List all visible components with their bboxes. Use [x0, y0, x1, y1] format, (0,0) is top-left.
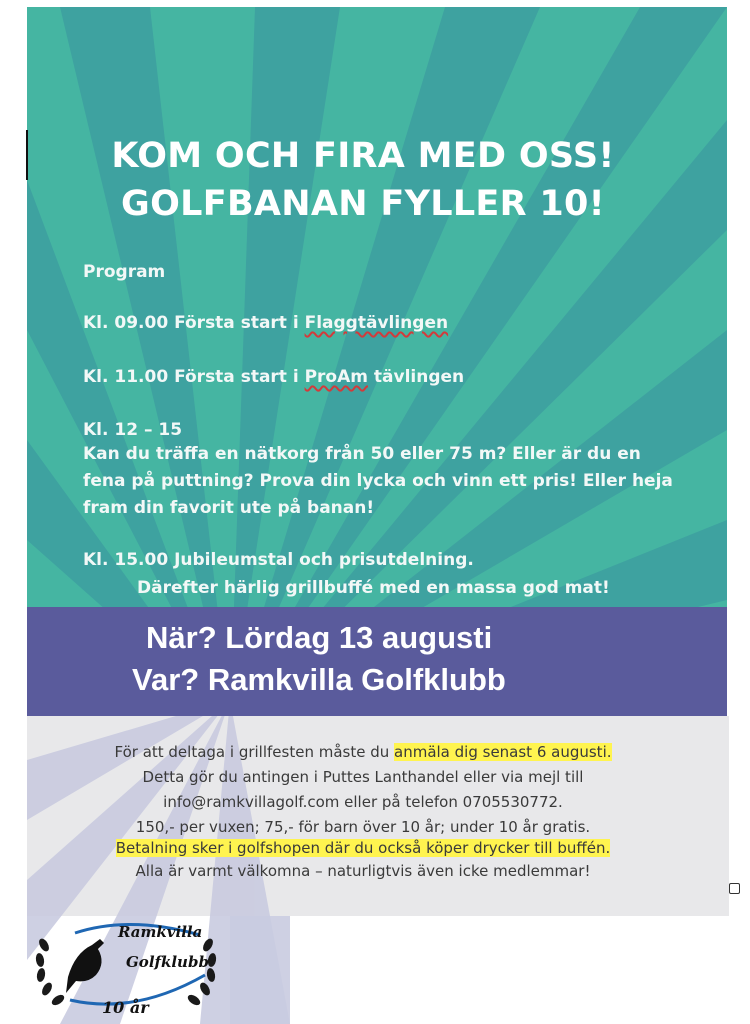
registration-deadline-highlight: anmäla dig senast 6 augusti. [394, 743, 612, 761]
logo-anniversary: 10 år [102, 998, 149, 1017]
program-item-4-followup: Därefter härlig grillbuffé med en massa god mat! [137, 578, 610, 598]
club-logo [30, 905, 230, 1020]
logo-name-line-1: Ramkvilla [118, 923, 203, 941]
event-date: När? Lördag 13 augusti [146, 620, 493, 655]
program-item-1 [83, 313, 448, 333]
program-item-4 [83, 550, 474, 570]
headline-line-2: GOLFBANAN FYLLER 10! [121, 184, 605, 224]
info-line-1-text: För att deltaga i grillfesten måste du [114, 743, 395, 761]
event-location: Var? Ramkvilla Golfklubb [132, 662, 506, 697]
laurel-wreath-icon [35, 937, 217, 1007]
info-line-1 [30, 743, 696, 761]
resize-handle[interactable] [729, 883, 740, 894]
program-item-1-text: Första start i [174, 313, 305, 333]
logo-name-line-2: Golfklubb [126, 953, 209, 971]
program-item-2 [83, 367, 464, 387]
program-item-4-time: Kl. 15.00 [83, 550, 169, 570]
info-line-3: info@ramkvillagolf.com eller på telefon 0705530772. [163, 793, 563, 811]
program-item-2-time: Kl. 11.00 [83, 367, 169, 387]
program-heading: Program [83, 262, 166, 282]
info-line-2: Detta gör du antingen i Puttes Lanthandel eller via mejl till [142, 768, 584, 786]
lower-ray [230, 916, 290, 1024]
info-line-6: Alla är varmt välkomna – naturligtvis även icke medlemmar! [135, 862, 591, 880]
program-item-1-event: Flaggtävlingen [304, 313, 449, 333]
program-item-2-event: ProAm [304, 367, 368, 387]
program-item-1-time: Kl. 09.00 [83, 313, 169, 333]
raven-icon [66, 939, 104, 993]
info-line-5 [30, 839, 696, 857]
headline-line-1: KOM OCH FIRA MED OSS! [111, 136, 615, 176]
program-item-2-text-after: tävlingen [368, 367, 465, 387]
program-item-4-text: Jubileumstal och prisutdelning. [174, 550, 474, 570]
info-line-4: 150,- per vuxen; 75,- för barn över 10 år; under 10 år gratis. [135, 818, 591, 836]
program-item-3-time: Kl. 12 – 15 [83, 420, 183, 440]
payment-highlight: Betalning sker i golfshopen där du också köper drycker till buffén. [115, 839, 611, 857]
program-item-3-description: Kan du träffa en nätkorg från 50 eller 75 m? Eller är du en fena på puttning? Prova din lycka och vinn ett pris! Eller heja fram din favorit ute på banan! [83, 444, 673, 518]
program-item-2-text: Första start i [174, 367, 305, 387]
